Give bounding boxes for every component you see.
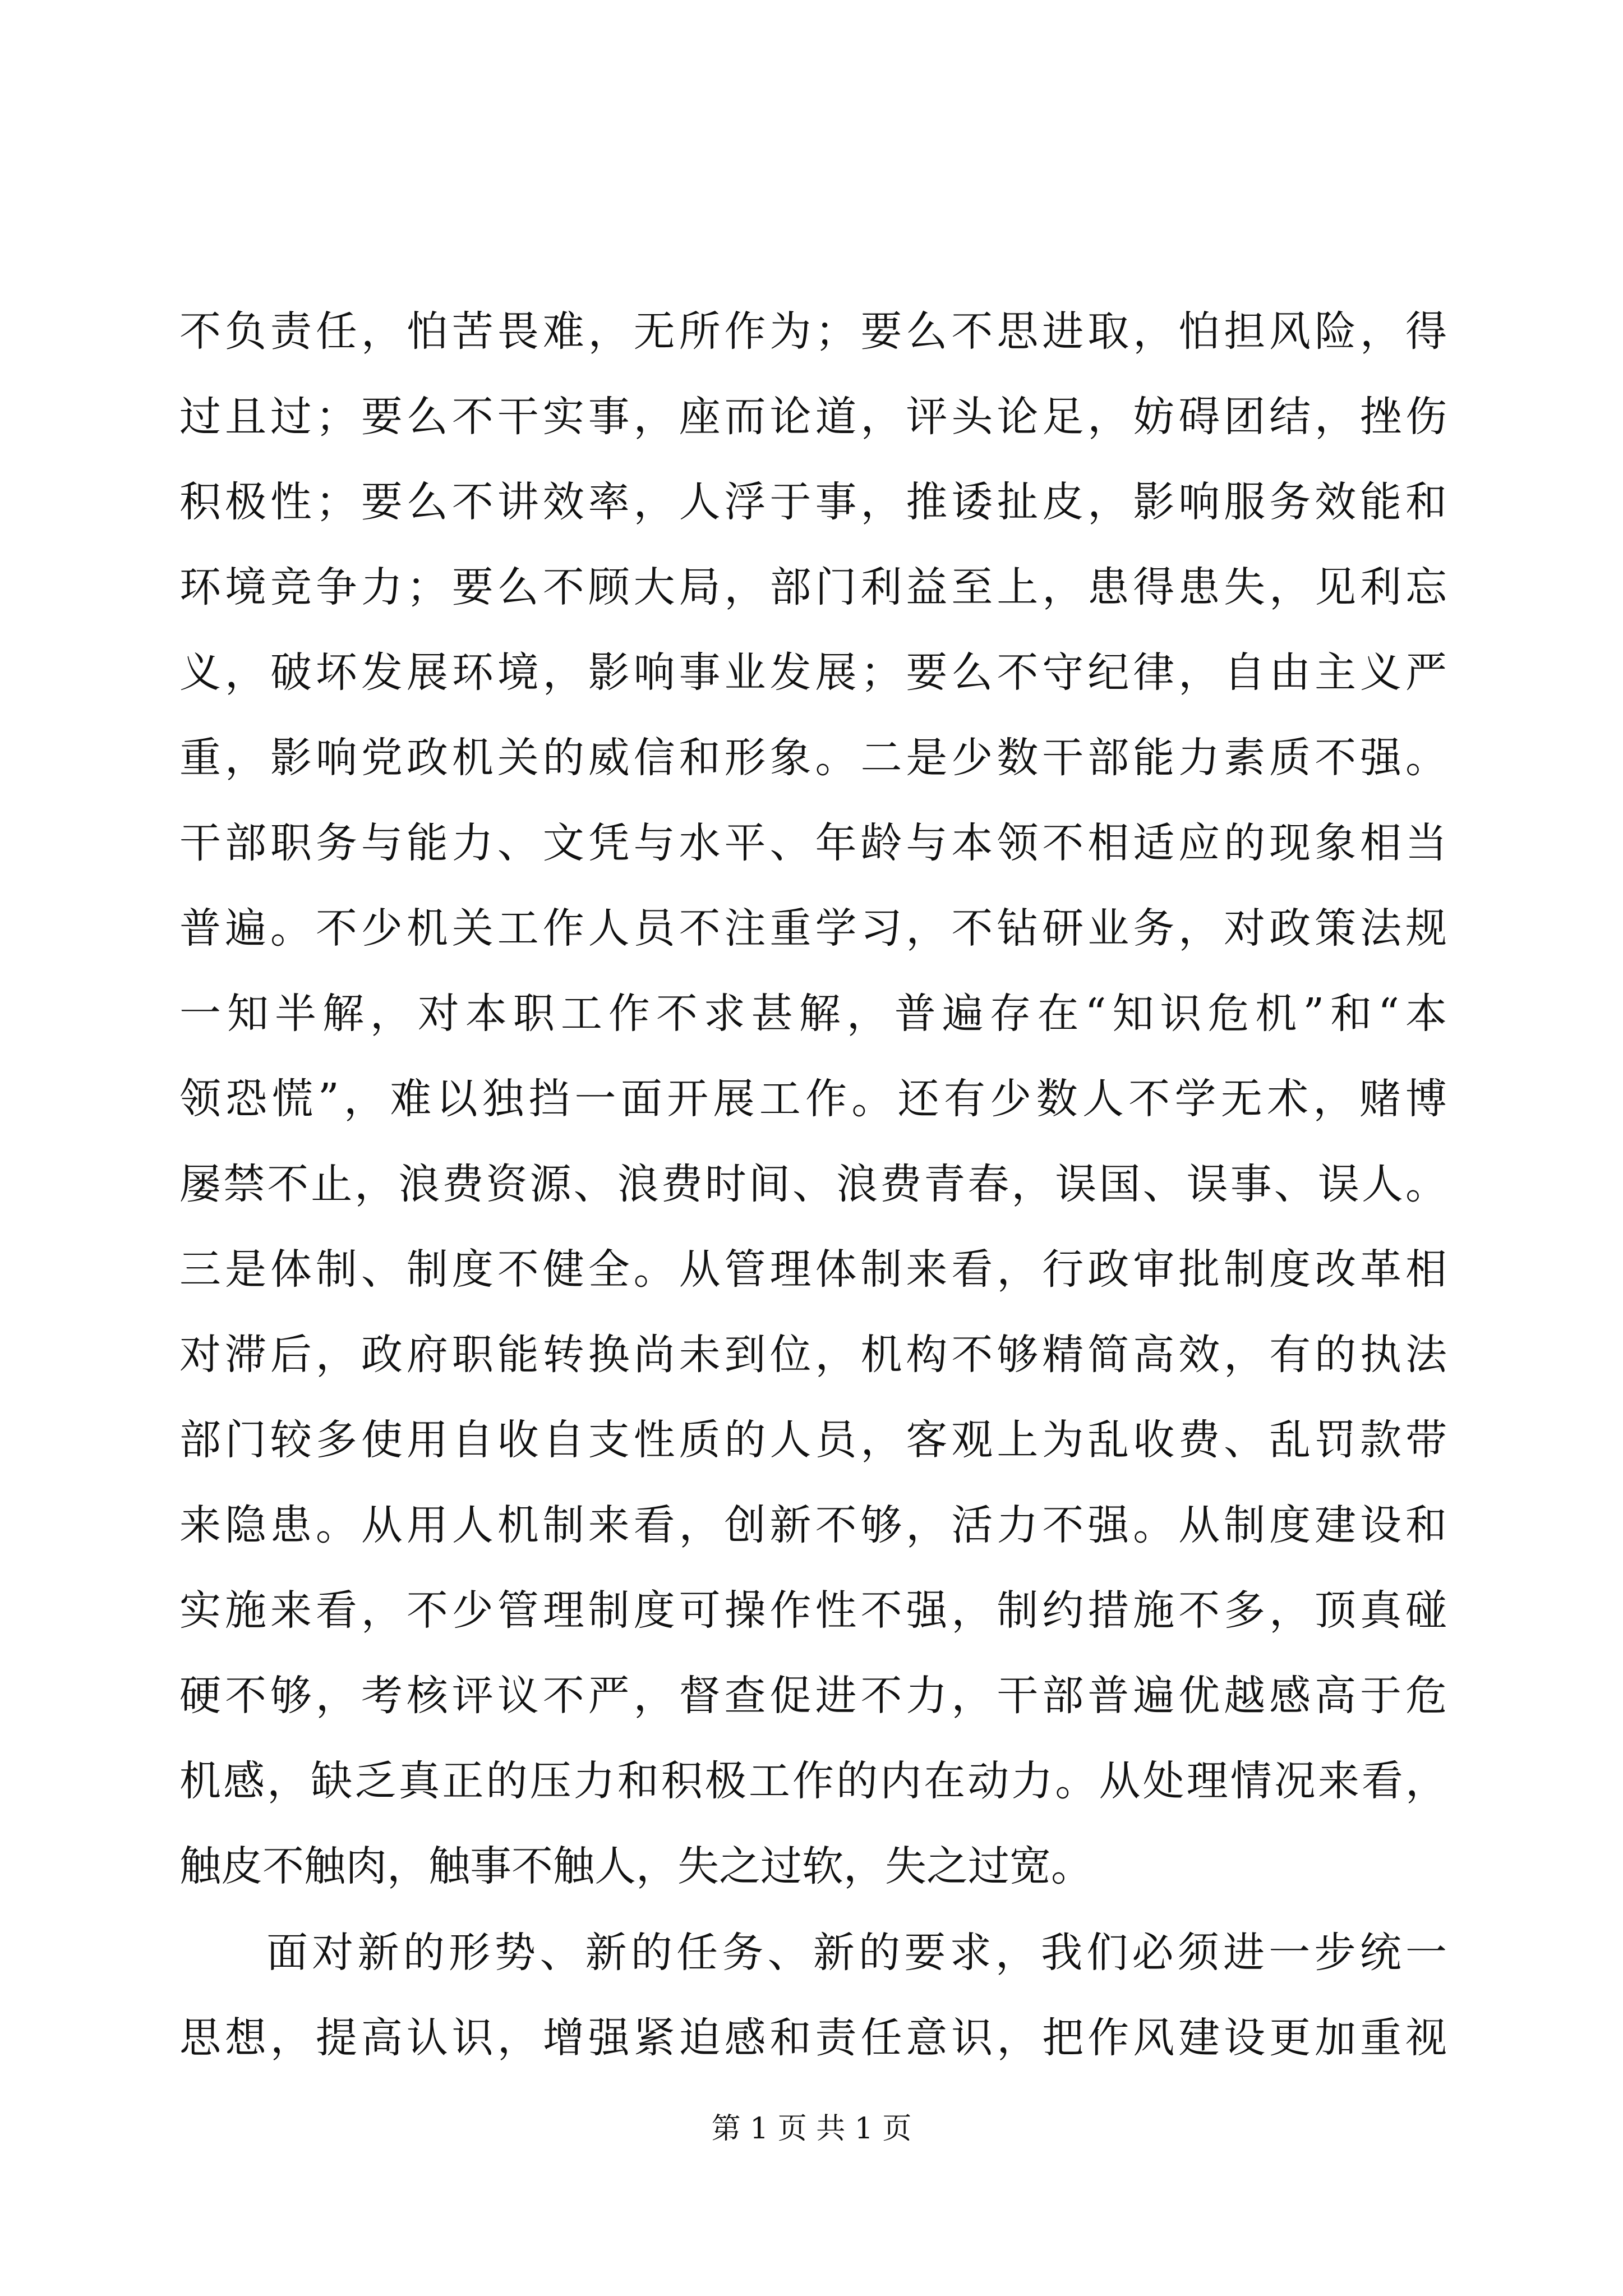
text-line: 来隐患。从用人机制来看，创新不够，活力不强。从制度建设和 xyxy=(179,1501,1447,1549)
text-line: 积极性；要么不讲效率，人浮于事，推诿扯皮，影响服务效能和 xyxy=(179,478,1447,526)
paragraph-1 xyxy=(179,289,1447,1909)
page-footer: 第 1 页 共 1 页 xyxy=(711,2112,912,2146)
text-line: 机感，缺乏真正的压力和积极工作的内在动力。从处理情况来看， xyxy=(179,1757,1447,1805)
text-line: 触皮不触肉，触事不触人，失之过软，失之过宽。 xyxy=(179,1842,1092,1890)
document-body xyxy=(179,289,1447,2081)
text-line: 实施来看，不少管理制度可操作性不强，制约措施不多，顶真碰 xyxy=(179,1586,1447,1635)
text-line: 对滞后，政府职能转换尚未到位，机构不够精简高效，有的执法 xyxy=(179,1331,1447,1379)
text-line: 一知半解，对本职工作不求甚解，普遍存在“知识危机”和“本 xyxy=(179,990,1447,1038)
paragraph-2 xyxy=(179,1910,1447,2081)
text-line: 部门较多使用自收自支性质的人员，客观上为乱收费、乱罚款带 xyxy=(179,1416,1447,1464)
text-line: 不负责任，怕苦畏难，无所作为；要么不思进取，怕担风险，得 xyxy=(179,307,1447,356)
text-line: 过且过；要么不干实事，座而论道，评头论足，妨碍团结，挫伤 xyxy=(179,393,1447,441)
text-line: 干部职务与能力、文凭与水平、年龄与本领不相适应的现象相当 xyxy=(179,819,1447,867)
text-line: 屡禁不止，浪费资源、浪费时间、浪费青春，误国、误事、误人。 xyxy=(179,1160,1447,1208)
text-line: 面对新的形势、新的任务、新的要求，我们必须进一步统一 xyxy=(266,1929,1447,1977)
text-line: 思想，提高认识，增强紧迫感和责任意识，把作风建设更加重视 xyxy=(179,2014,1447,2062)
text-line: 硬不够，考核评议不严，督查促进不力，干部普遍优越感高于危 xyxy=(179,1672,1447,1720)
text-line: 普遍。不少机关工作人员不注重学习，不钻研业务，对政策法规 xyxy=(179,904,1447,953)
text-line: 环境竞争力；要么不顾大局，部门利益至上，患得患失，见利忘 xyxy=(179,563,1447,611)
text-line: 义，破坏发展环境，影响事业发展；要么不守纪律，自由主义严 xyxy=(179,648,1447,697)
text-line: 重，影响党政机关的威信和形象。二是少数干部能力素质不强。 xyxy=(179,734,1447,782)
text-line: 三是体制、制度不健全。从管理体制来看，行政审批制度改革相 xyxy=(179,1245,1447,1294)
text-line: 领恐慌”，难以独挡一面开展工作。还有少数人不学无术，赌博 xyxy=(179,1075,1447,1123)
